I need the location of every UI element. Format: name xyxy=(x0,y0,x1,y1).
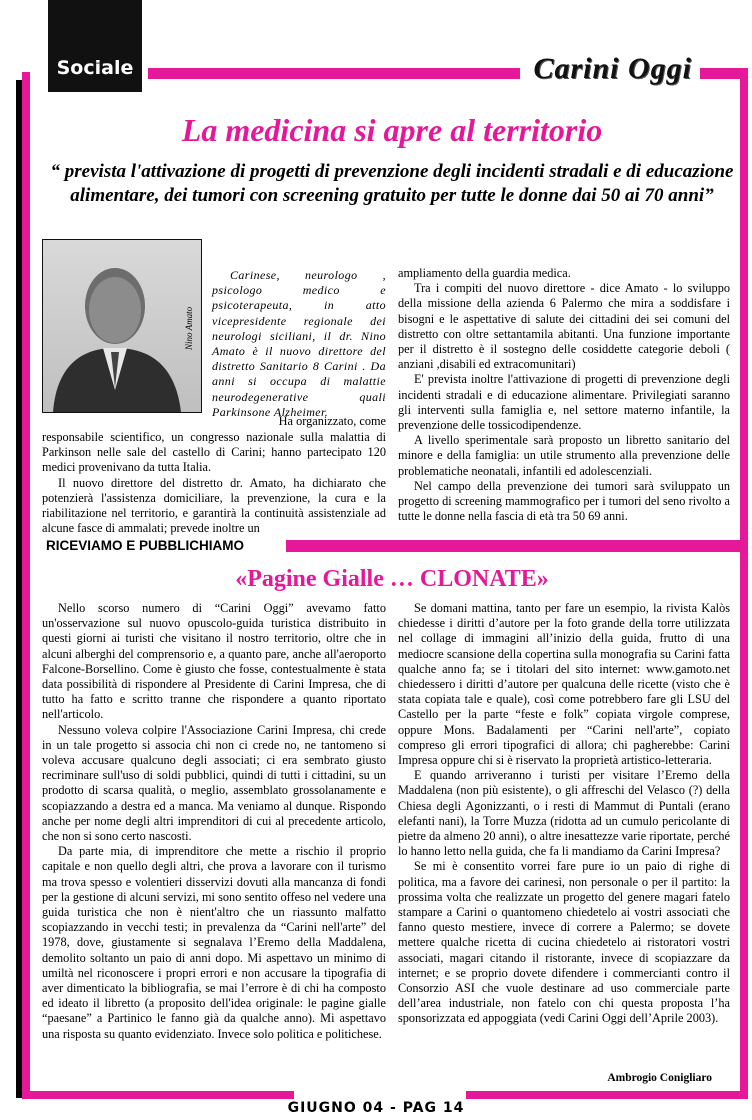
article2-right-column xyxy=(398,601,730,1027)
portrait-figure xyxy=(43,240,201,412)
paragraph: Nello scorso numero di “Carini Oggi” avevamo fatto un'osservazione sul nuovo opuscolo-guida turistica distribuito in questi giorni ai turisti che visitano il nostro territorio, oltre che in alcuni alberghi del comprensorio e, a quanto pare, anche all'aeroporto Falcone-Borsellino. Come è giusto che fosse, contestualmente è stata data possibilità di rispondere al Presidente di Carini Impresa, che di tutto ha fatto e scritto tranne che rispondere a quanto riportato nell'articolo. xyxy=(42,601,386,722)
frame-shadow-left xyxy=(16,80,22,1098)
masthead-logo: Carini Oggi xyxy=(533,52,692,85)
article1-right-column xyxy=(398,266,730,524)
paragraph: Se mi è consentito vorrei fare pure io un paio di righe di politica, ma a favore dei carinesi, non personale o per il partito: la prossima volta che realizzate un progetto del genere magari fatelo stampare a Carini o quantomeno chiedetelo ai vostri associati che fanno questo mestiere, invece di correre a Palermo; se dovete mettere qualche ricetta di cucina chiedetelo ai ristoratori vostri associati, magari citando il ristorante, invece di scopiazzare da internet; e se proprio dovete difendere i commercianti contro il Consorzio ASI che vuole destinare ad uso commerciale parte dell’area industriale, non fatelo con chi questa proposta l’ha sponsorizzata ed appoggiata (vedi Carini Oggi dell’Aprile 2003). xyxy=(398,859,730,1026)
author-signature: Ambrogio Conigliaro xyxy=(607,1072,712,1084)
paragraph: Nessuno voleva colpire l'Associazione Carini Impresa, chi crede in un tale progetto si associa chi non ci crede no, ne tantomeno si voleva accusare qualcuno degli associati; ci era sembrato giusto recriminare sull'uso di soldi pubblici, quindi di tutti i cittadini, su un prodotto di scarsa qualità, o meglio, assemblato grossolanamente e scopiazzando a destra ed a manca. Ma veniamo al dunque. Rispondo anche per nome degli altri imprenditori di cui al precedente articolo, che non si sono certo nascosti. xyxy=(42,722,386,844)
article-intro: Carinese, neurologo , psicologo medico e psicoterapeuta, in atto vicepresidente regionale dei neurologi siciliani, il dr. Nino Amato è il nuovo direttore del distretto Sanitario 8 Carini . Da anni si occupa di malattie neurodegenerative quali Parkinsone Alzheimer. xyxy=(212,268,386,419)
paragraph: Se domani mattina, tanto per fare un esempio, la rivista Kalòs chiedesse i diritti d’autore per la foto grande della torre utilizzata nel collage di immagini all’inizio della guida, frutto di una mediocre scansione della copertina sulla monografia su Carini fatta qualche anno fa; se i titolari del sito internet: www.gamoto.net chiedessero i diritti d’autore per qualcuna delle ricette (visto che è stata copiata tale e quale), così come potrebbero fare gli LSU del Castello per la parte “feste e folk” copiata virgole comprese, oppure Mons. Badalamenti per “Carini nell'arte”, copiato compreso gli errori tipografici di allora; chi pagherebbe: Carini Impresa oppure chi si è riservato la proprietà artistico-letteraria. xyxy=(398,601,730,768)
article2-left-column xyxy=(42,601,386,1042)
paragraph: A livello sperimentale sarà proposto un libretto sanitario del minore e della famiglia: un utile strumento alla prevenzione delle problematiche neonatali, infantili ed adolescenziali. xyxy=(398,433,730,478)
frame-top-right xyxy=(700,68,740,79)
frame-bottom-left xyxy=(22,1091,294,1099)
section-divider xyxy=(286,540,744,552)
paragraph: Il nuovo direttore del distretto dr. Amato, ha dichiarato che potenzierà l'assistenza domiciliare, la prevenzione, la cura e la riabilitazione nel territorio, e garantirà la continuità assistenziale ad alcune fasce di ammalati; prevede inoltre un xyxy=(42,475,386,536)
frame-top xyxy=(148,68,520,79)
paragraph: E quando arriveranno i turisti per visitare l’Eremo della Maddalena (non più esistente), o gli affreschi del Velasco (?) della Chiesa degli Agonizzanti, o i resti di Mammut di Puntali (erano elefanti nani), la Torre Muzza (ridotta ad un cumulo pericolante di pietre da almeno 20 anni), o altre inesattezze varie riportate, perché lo hanno letto nella guida, che fa li mandiamo da Carini Impresa? xyxy=(398,768,730,859)
frame-left xyxy=(22,72,30,1092)
paragraph: Nel campo della prevenzione dei tumori sarà sviluppato un progetto di screening mammografico per i tumori del seno rivolto a tutte le donne nella fascia di età tra 50 69 anni. xyxy=(398,478,730,524)
frame-bottom-right xyxy=(466,1091,748,1099)
section-label: Sociale xyxy=(48,44,142,92)
photo-credit: Nino Amato xyxy=(184,306,194,350)
article-subhead: “ prevista l'attivazione di progetti di prevenzione degli incidenti stradali e di educazione alimentare, dei tumori con screening gratuito per tutte le donne dai 50 ai 70 anni” xyxy=(50,161,734,206)
paragraph: ampliamento della guardia medica. xyxy=(398,266,571,280)
portrait-photo xyxy=(42,239,202,413)
article1-left-column xyxy=(42,430,386,536)
paragraph: responsabile scientifico, un congresso nazionale sulla malattia di Parkinson nelle sale del castello di Carini; hanno partecipato 120 medici provenivano da tutta Italia. xyxy=(42,430,386,475)
article2-title: «Pagine Gialle … CLONATE» xyxy=(235,566,549,592)
article-headline: La medicina si apre al territorio xyxy=(181,112,603,148)
intro-continuation: Ha organizzato, come xyxy=(278,414,386,428)
page-footer: GIUGNO 04 - PAG 14 xyxy=(287,1100,465,1116)
paragraph: Da parte mia, di imprenditore che mette a rischio il proprio capitale e non quello degli altri, che prova a lavorare con il turismo ma trova spesso e volentieri disservizi dovuti alla mancanza di fondi per la gestione di alcuni servizi, mi sono sentito offeso nel vedere una guida turistica che non è nient'altro che un riassunto malfatto scopiazzando in vecchi testi; in prevalenza da “Carini nell'arte” del 1978, dove, giustamente si segnalava l’Eremo della Maddalena, demolito soltanto un paio di anni dopo. Mi aspettavo un minimo di umiltà nel riconoscere i propri errori e non accusare la tipografia di aver dimenticato la bibliografia, se mai l’errore è di chi ha composto ed ideato il libretto (a proposito dell'idea originale: le pagine gialle “paesane” a Partinico le fanno già da qualche anno). Mi aspettavo una risposta su quanto evidenziato. Invece solo politica e politichese. xyxy=(42,844,386,1041)
paragraph: E' prevista inoltre l'attivazione di progetti di prevenzione degli incidenti stradali e di educazione alimentare. Privilegiati saranno gli interventi sulla famiglia e, nel settore materno infantile, la prevenzione delle tossicodipendenze. xyxy=(398,372,730,433)
paragraph: Tra i compiti del nuovo direttore - dice Amato - lo sviluppo della missione della azienda 6 Palermo che mira a soddisfare i bisogni e le aspettative di salute dei cittadini dei sei comuni del distretto con oltre settantamila abitanti. Una funzione importante per il distretto è il sostegno delle cosiddette categorie deboli ( anziani ,disabili ed extracomunitari) xyxy=(398,281,730,372)
section-heading: RICEVIAMO E PUBBLICHIAMO xyxy=(46,538,245,553)
